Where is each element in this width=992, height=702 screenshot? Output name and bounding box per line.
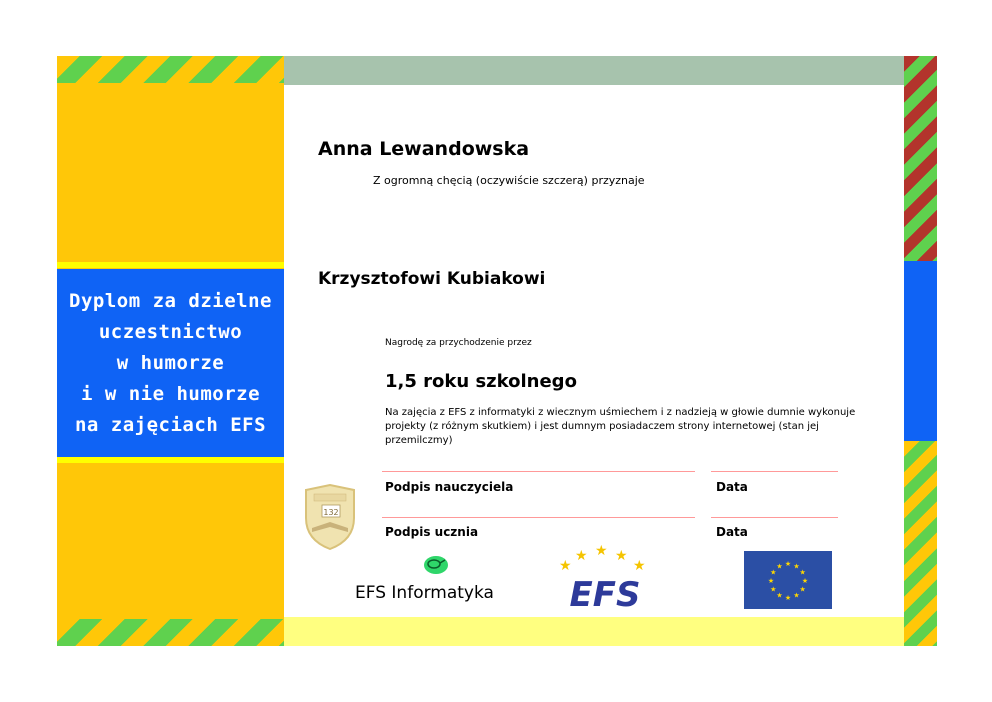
eu-star-icon: ★ [784, 594, 792, 602]
efs-informatyka-label: EFS Informatyka [355, 583, 494, 603]
eu-star-icon: ★ [793, 591, 800, 600]
eu-star-icon: ★ [770, 568, 777, 577]
right-stripes-bottom [904, 441, 937, 646]
duration-text: 1,5 roku szkolnego [385, 371, 577, 392]
left-panel [57, 56, 284, 646]
giver-name: Anna Lewandowska [318, 138, 530, 160]
svg-text:★: ★ [595, 544, 608, 559]
recipient-name: Krzysztofowi Kubiakowi [318, 269, 546, 289]
computer-mouse-logo [419, 553, 453, 577]
title-box [57, 269, 284, 457]
eu-star-icon: ★ [776, 591, 783, 600]
student-date-label: Data [716, 525, 748, 539]
intro-text: Z ogromną chęcią (oczywiście szczerą) przyznaje [373, 174, 645, 187]
efs-logo [555, 544, 655, 610]
crest-number: 132 [323, 508, 339, 517]
eu-flag [744, 551, 832, 609]
eu-star-icon: ★ [776, 562, 783, 571]
svg-text:★: ★ [559, 558, 572, 574]
diagonal-stripes-top [57, 56, 284, 83]
top-bar [284, 56, 904, 85]
diploma-title: Dyplom za dzielne uczestnictwo w humorze i w nie humorze na zajęciach EFS [69, 289, 272, 436]
teacher-date-label: Data [716, 480, 748, 494]
svg-text:★: ★ [633, 558, 646, 574]
yellow-divider-bottom [57, 457, 284, 463]
student-signature-label: Podpis ucznia [385, 525, 479, 539]
teacher-date-line [711, 471, 838, 472]
efs-logo-text: EFS [569, 575, 641, 610]
diagonal-stripes-bottom [57, 619, 284, 646]
yellow-divider-top [57, 262, 284, 268]
right-blue-segment [904, 261, 937, 441]
eu-star-icon: ★ [799, 568, 806, 577]
svg-text:★: ★ [615, 548, 628, 564]
eu-star-icon: ★ [799, 585, 806, 594]
svg-text:★: ★ [575, 548, 588, 564]
student-signature-line [382, 517, 695, 518]
eu-star-icon: ★ [801, 577, 809, 585]
right-stripes-top [904, 56, 937, 261]
student-date-line [711, 517, 838, 518]
award-text: Nagrodę za przychodzenie przez [385, 338, 532, 348]
eu-star-icon: ★ [767, 577, 775, 585]
description-text: Na zajęcia z EFS z informatyki z wiecznym uśmiechem i z nadzieją w głowie dumnie wykonuje projekty (z różnym skutkiem) i jest dumnym posiadaczem strony internetowej (stan jej przemilczmy) [385, 407, 856, 446]
bottom-bar [284, 617, 904, 646]
teacher-signature-label: Podpis nauczyciela [385, 480, 514, 494]
diploma [57, 56, 937, 646]
right-strip [904, 56, 937, 646]
teacher-signature-line [382, 471, 695, 472]
eu-star-icon: ★ [793, 562, 800, 571]
eu-star-icon: ★ [784, 560, 792, 568]
eu-star-icon: ★ [770, 585, 777, 594]
school-crest-logo [302, 484, 358, 550]
